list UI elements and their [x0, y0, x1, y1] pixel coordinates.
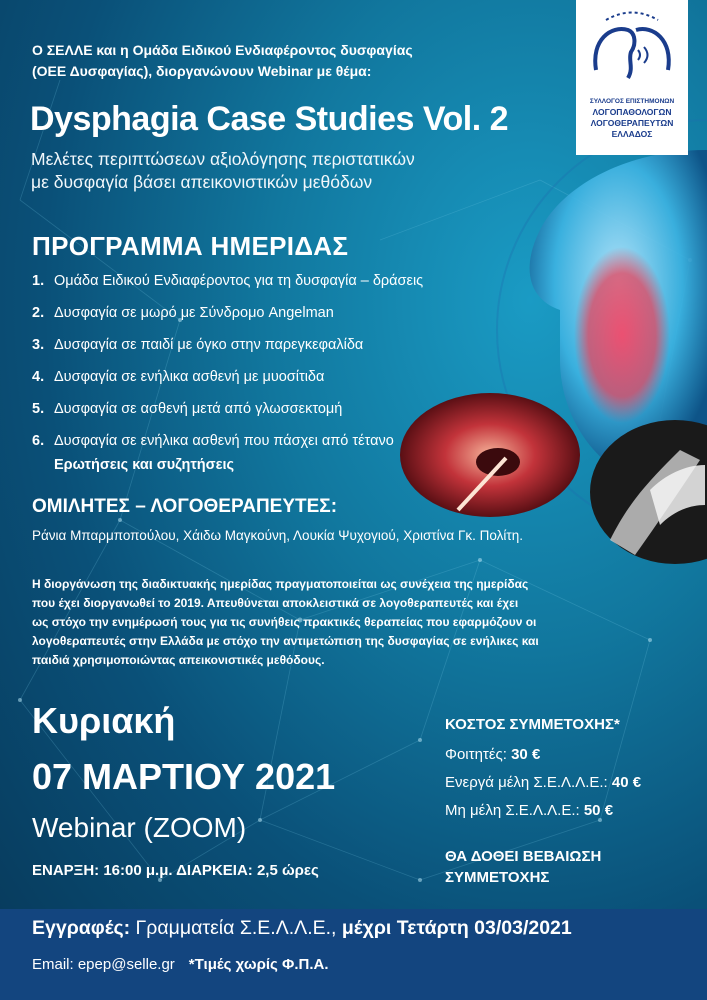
description-line-2: που έχει διοργανωθεί το 2019. Απευθύνεται αποκλειστικά σε λογοθεραπευτές και έχει	[32, 596, 519, 610]
description-line-1: Η διοργάνωση της διαδικτυακής ημερίδας πραγματοποιείται ως συνέχεια της ημερίδας	[32, 577, 529, 591]
logo-emblem-icon	[576, 0, 688, 95]
item-text: Δυσφαγία σε ενήλικα ασθενή με μυοσίτιδα	[54, 369, 325, 385]
item-number: 2.	[32, 305, 45, 321]
item-text: Ομάδα Ειδικού Ενδιαφέροντος για τη δυσφαγία – δράσεις	[54, 273, 424, 289]
webinar-subtitle	[31, 148, 551, 194]
intro-line-2: (ΟΕΕ Δυσφαγίας), διοργανώνουν Webinar με θέμα:	[32, 63, 372, 79]
item-number: 5.	[32, 401, 45, 417]
description-paragraph	[32, 575, 662, 670]
certificate-line-1: ΘΑ ΔΟΘΕΙ ΒΕΒΑΙΩΣΗ	[445, 848, 602, 865]
logo-line-4: ΕΛΛΑΔΟΣ	[611, 129, 653, 139]
cost-price: 40 €	[611, 774, 642, 791]
logo-line-3: ΛΟΓΟΘΕΡΑΠΕΥΤΩΝ	[590, 118, 674, 128]
item-number: 3.	[32, 337, 45, 353]
contact-line	[32, 956, 329, 973]
vat-note: *Τιμές χωρίς Φ.Π.Α.	[188, 956, 329, 973]
selle-logo	[576, 0, 688, 155]
event-day: Κυριακή	[32, 700, 176, 741]
xray-photo	[590, 420, 707, 565]
cost-title: ΚΟΣΤΟΣ ΣΥΜΜΕΤΟΧΗΣ*	[445, 716, 620, 733]
qa-session: Ερωτήσεις και συζητήσεις	[54, 457, 235, 473]
cost-price: 50 €	[583, 802, 614, 819]
registration-deadline: μέχρι Τετάρτη 03/03/2021	[341, 917, 572, 939]
cost-label: Μη μέλη Σ.Ε.Λ.Λ.Ε.:	[445, 802, 584, 819]
cost-list	[445, 744, 641, 828]
item-number: 1.	[32, 273, 45, 289]
cost-item	[445, 800, 641, 828]
certificate-line-2: ΣΥΜΜΕΤΟΧΗΣ	[445, 869, 550, 886]
intro-text	[32, 40, 552, 82]
program-item	[32, 366, 502, 398]
certificate-note	[445, 846, 675, 888]
program-item	[32, 334, 502, 366]
cost-item	[445, 744, 641, 772]
event-start-duration: ΕΝΑΡΞΗ: 16:00 μ.μ. ΔΙΑΡΚΕΙΑ: 2,5 ώρες	[32, 862, 319, 879]
logo-line-2: ΛΟΓΟΠΑΘΟΛΟΓΩΝ	[592, 107, 672, 117]
registration-info	[32, 917, 572, 940]
webinar-title: Dysphagia Case Studies Vol. 2	[30, 100, 509, 138]
cost-label: Ενεργά μέλη Σ.Ε.Λ.Λ.Ε.:	[445, 774, 612, 791]
program-list	[32, 270, 502, 462]
cost-price: 30 €	[511, 746, 541, 763]
description-line-3: ως στόχο την ενημέρωσή τους για τις συνήθεις πρακτικές θεραπείας που εφαρμόζουν οι	[32, 615, 537, 629]
registration-label: Εγγραφές:	[32, 917, 131, 939]
item-text: Δυσφαγία σε παιδί με όγκο στην παρεγκεφαλίδα	[54, 337, 364, 353]
intro-line-1: Ο ΣΕΛΛΕ και η Ομάδα Ειδικού Ενδιαφέροντος δυσφαγίας	[32, 42, 413, 58]
program-title: ΠΡΟΓΡΑΜΜΑ ΗΜΕΡΙΔΑΣ	[32, 231, 349, 261]
item-number: 4.	[32, 369, 45, 385]
cost-label: Φοιτητές:	[445, 746, 512, 763]
subtitle-line-2: με δυσφαγία βάσει απεικονιστικών μεθόδων	[31, 172, 373, 192]
item-text: Δυσφαγία σε ασθενή μετά από γλωσσεκτομή	[54, 401, 343, 417]
logo-line-1: ΣΥΛΛΟΓΟΣ ΕΠΙΣΤΗΜΟΝΩΝ	[589, 98, 675, 105]
subtitle-line-1: Μελέτες περιπτώσεων αξιολόγησης περιστατικών	[31, 149, 415, 169]
cost-item	[445, 772, 641, 800]
program-item	[32, 270, 502, 302]
item-text: Δυσφαγία σε ενήλικα ασθενή που πάσχει από τέτανο	[54, 433, 394, 449]
registration-text: Γραμματεία Σ.Ε.Λ.Λ.Ε.,	[130, 917, 342, 939]
item-number: 6.	[32, 433, 45, 449]
item-text: Δυσφαγία σε μωρό με Σύνδρομο Angelman	[54, 305, 334, 321]
program-item	[32, 302, 502, 334]
description-line-4: λογοθεραπευτές στην Ελλάδα με στόχο την αντιμετώπιση της δυσφαγίας σε ενήλικες και	[32, 634, 539, 648]
event-date: 07 ΜΑΡΤΙΟΥ 2021	[32, 756, 336, 797]
email-link[interactable]: Email: epep@selle.gr	[32, 956, 175, 973]
speakers-names: Ράνια Μπαρμποπούλου, Χάιδω Μαγκούνη, Λουκία Ψυχογιού, Χριστίνα Γκ. Πολίτη.	[32, 528, 523, 543]
description-line-5: παιδιά χρησιμοποιώντας απεικονιστικές μεθόδους.	[32, 653, 325, 667]
program-item	[32, 398, 502, 430]
speakers-title: ΟΜΙΛΗΤΕΣ – ΛΟΓΟΘΕΡΑΠΕΥΤΕΣ:	[32, 496, 338, 517]
event-platform: Webinar (ZOOM)	[32, 812, 247, 843]
